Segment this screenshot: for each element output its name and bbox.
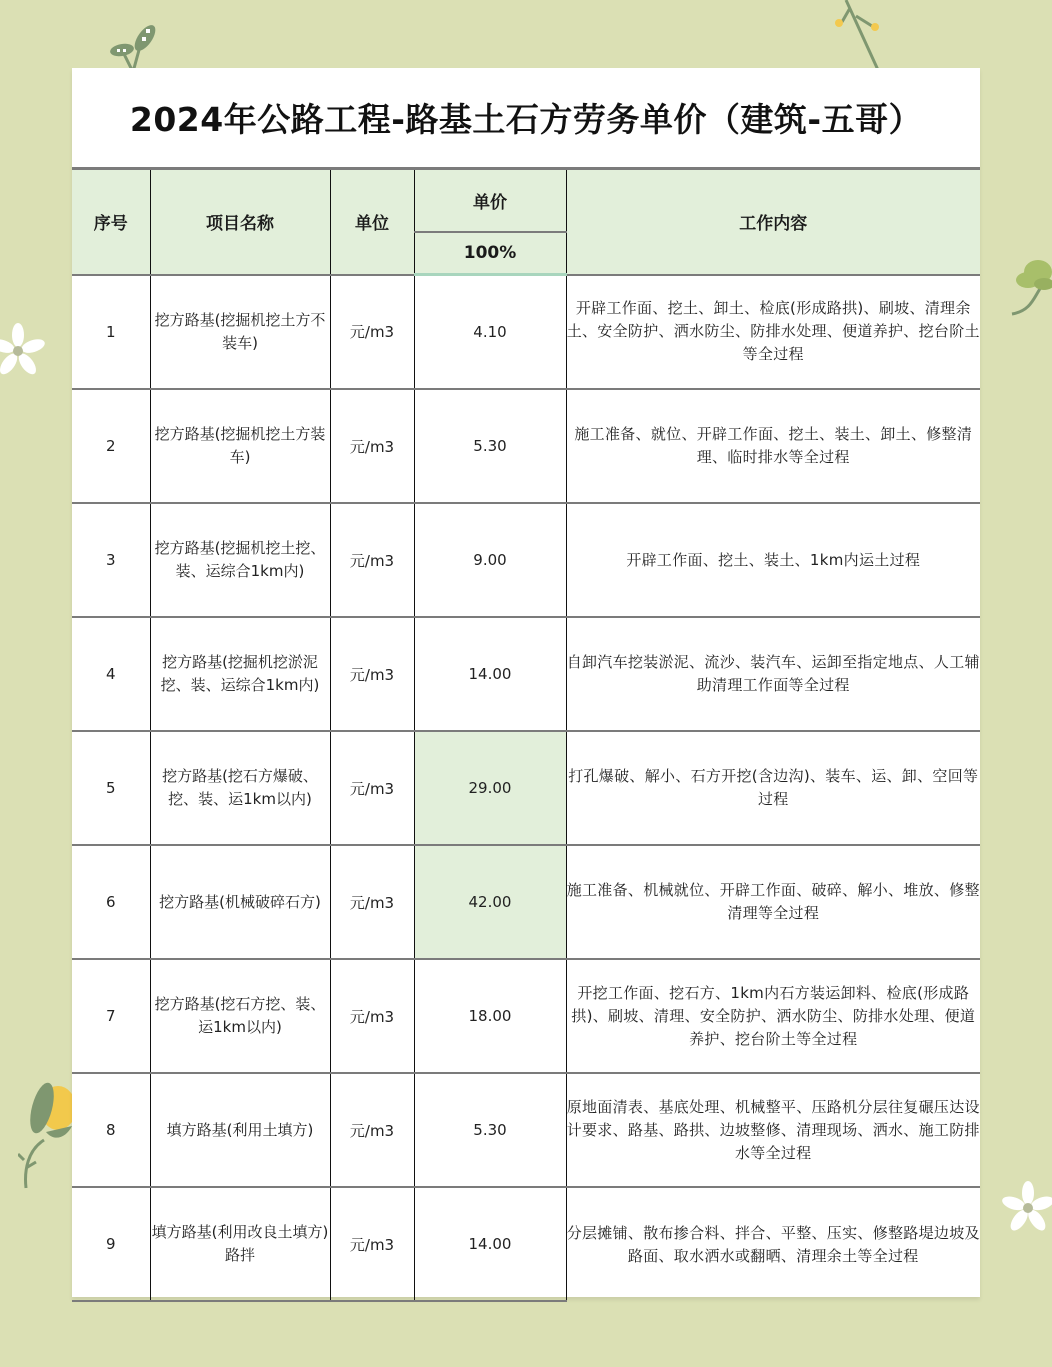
cell-item-name: 挖方路基(机械破碎石方) — [150, 845, 330, 959]
cell-price-highlighted: 29.00 — [414, 731, 566, 845]
cell-index: 6 — [72, 845, 150, 959]
cell-unit: 元/m3 — [330, 959, 414, 1073]
table-row — [72, 1187, 980, 1301]
cell-work-content: 施工准备、机械就位、开辟工作面、破碎、解小、堆放、修整清理等全过程 — [566, 845, 980, 959]
table-row — [72, 503, 980, 617]
table-row — [72, 959, 980, 1073]
cell-work-content: 开挖工作面、挖石方、1km内石方装运卸料、检底(形成路拱)、刷坡、清理、安全防护、洒水防尘、防排水处理、便道养护、挖台阶土等全过程 — [566, 959, 980, 1073]
green-flower-icon — [1004, 250, 1052, 330]
cell-index: 9 — [72, 1187, 150, 1301]
table-row — [72, 389, 980, 503]
table-row — [72, 275, 980, 390]
cell-price: 9.00 — [414, 503, 566, 617]
cell-index: 4 — [72, 617, 150, 731]
table-row — [72, 617, 980, 731]
document-card — [72, 68, 980, 1297]
header-item-name: 项目名称 — [150, 169, 330, 275]
price-table — [72, 167, 980, 1302]
header-unit-price: 单价 — [414, 169, 566, 233]
cell-unit: 元/m3 — [330, 275, 414, 390]
cell-index: 5 — [72, 731, 150, 845]
table-header-row — [72, 169, 980, 233]
cell-item-name: 填方路基(利用土填方) — [150, 1073, 330, 1187]
yellow-tulip-icon — [18, 1080, 72, 1190]
cell-index: 3 — [72, 503, 150, 617]
cell-item-name: 挖方路基(挖掘机挖土方不装车) — [150, 275, 330, 390]
cell-work-content: 打孔爆破、解小、石方开挖(含边沟)、装车、运、卸、空回等过程 — [566, 731, 980, 845]
cell-work-content: 开辟工作面、挖土、装土、1km内运土过程 — [566, 503, 980, 617]
cell-price: 4.10 — [414, 275, 566, 390]
cell-unit: 元/m3 — [330, 731, 414, 845]
table-row — [72, 1073, 980, 1187]
cell-price: 14.00 — [414, 617, 566, 731]
leaf-sprig-icon — [105, 20, 165, 75]
cell-work-content: 原地面清表、基底处理、机械整平、压路机分层往复碾压达设计要求、路基、路拱、边坡整修、清理现场、洒水、施工防排水等全过程 — [566, 1073, 980, 1187]
cell-work-content: 施工准备、就位、开辟工作面、挖土、装土、卸土、修整清理、临时排水等全过程 — [566, 389, 980, 503]
cell-item-name: 填方路基(利用改良土填方)路拌 — [150, 1187, 330, 1301]
cell-item-name: 挖方路基(挖石方爆破、挖、装、运1km以内) — [150, 731, 330, 845]
cell-price-highlighted: 42.00 — [414, 845, 566, 959]
cell-unit: 元/m3 — [330, 845, 414, 959]
cell-index: 2 — [72, 389, 150, 503]
cell-price: 5.30 — [414, 389, 566, 503]
cell-work-content: 开辟工作面、挖土、卸土、检底(形成路拱)、刷坡、清理余土、安全防护、洒水防尘、防排水处理、便道养护、挖台阶土等全过程 — [566, 275, 980, 390]
white-daisy-icon — [0, 318, 48, 384]
cell-item-name: 挖方路基(挖石方挖、装、运1km以内) — [150, 959, 330, 1073]
cell-item-name: 挖方路基(挖掘机挖土挖、装、运综合1km内) — [150, 503, 330, 617]
header-index: 序号 — [72, 169, 150, 275]
cell-index: 7 — [72, 959, 150, 1073]
cell-unit: 元/m3 — [330, 617, 414, 731]
cell-unit: 元/m3 — [330, 1073, 414, 1187]
cell-item-name: 挖方路基(挖掘机挖土方装车) — [150, 389, 330, 503]
white-daisy-icon — [1000, 1172, 1052, 1238]
flower-branch-icon — [830, 0, 890, 70]
cell-index: 1 — [72, 275, 150, 390]
cell-unit: 元/m3 — [330, 1187, 414, 1301]
cell-work-content: 分层摊铺、散布掺合料、拌合、平整、压实、修整路堤边坡及路面、取水洒水或翻晒、清理余土等全过程 — [566, 1187, 980, 1301]
cell-unit: 元/m3 — [330, 389, 414, 503]
cell-work-content: 自卸汽车挖装淤泥、流沙、装汽车、运卸至指定地点、人工辅助清理工作面等全过程 — [566, 617, 980, 731]
cell-unit: 元/m3 — [330, 503, 414, 617]
cell-price: 14.00 — [414, 1187, 566, 1301]
table-row — [72, 845, 980, 959]
cell-item-name: 挖方路基(挖掘机挖淤泥挖、装、运综合1km内) — [150, 617, 330, 731]
table-row — [72, 731, 980, 845]
cell-price: 18.00 — [414, 959, 566, 1073]
header-unit: 单位 — [330, 169, 414, 275]
cell-price: 5.30 — [414, 1073, 566, 1187]
document-title: 2024年公路工程-路基土石方劳务单价（建筑-五哥） — [129, 100, 923, 139]
header-unit-price-percent: 100% — [414, 232, 566, 275]
cell-index: 8 — [72, 1073, 150, 1187]
header-work-content: 工作内容 — [566, 169, 980, 275]
